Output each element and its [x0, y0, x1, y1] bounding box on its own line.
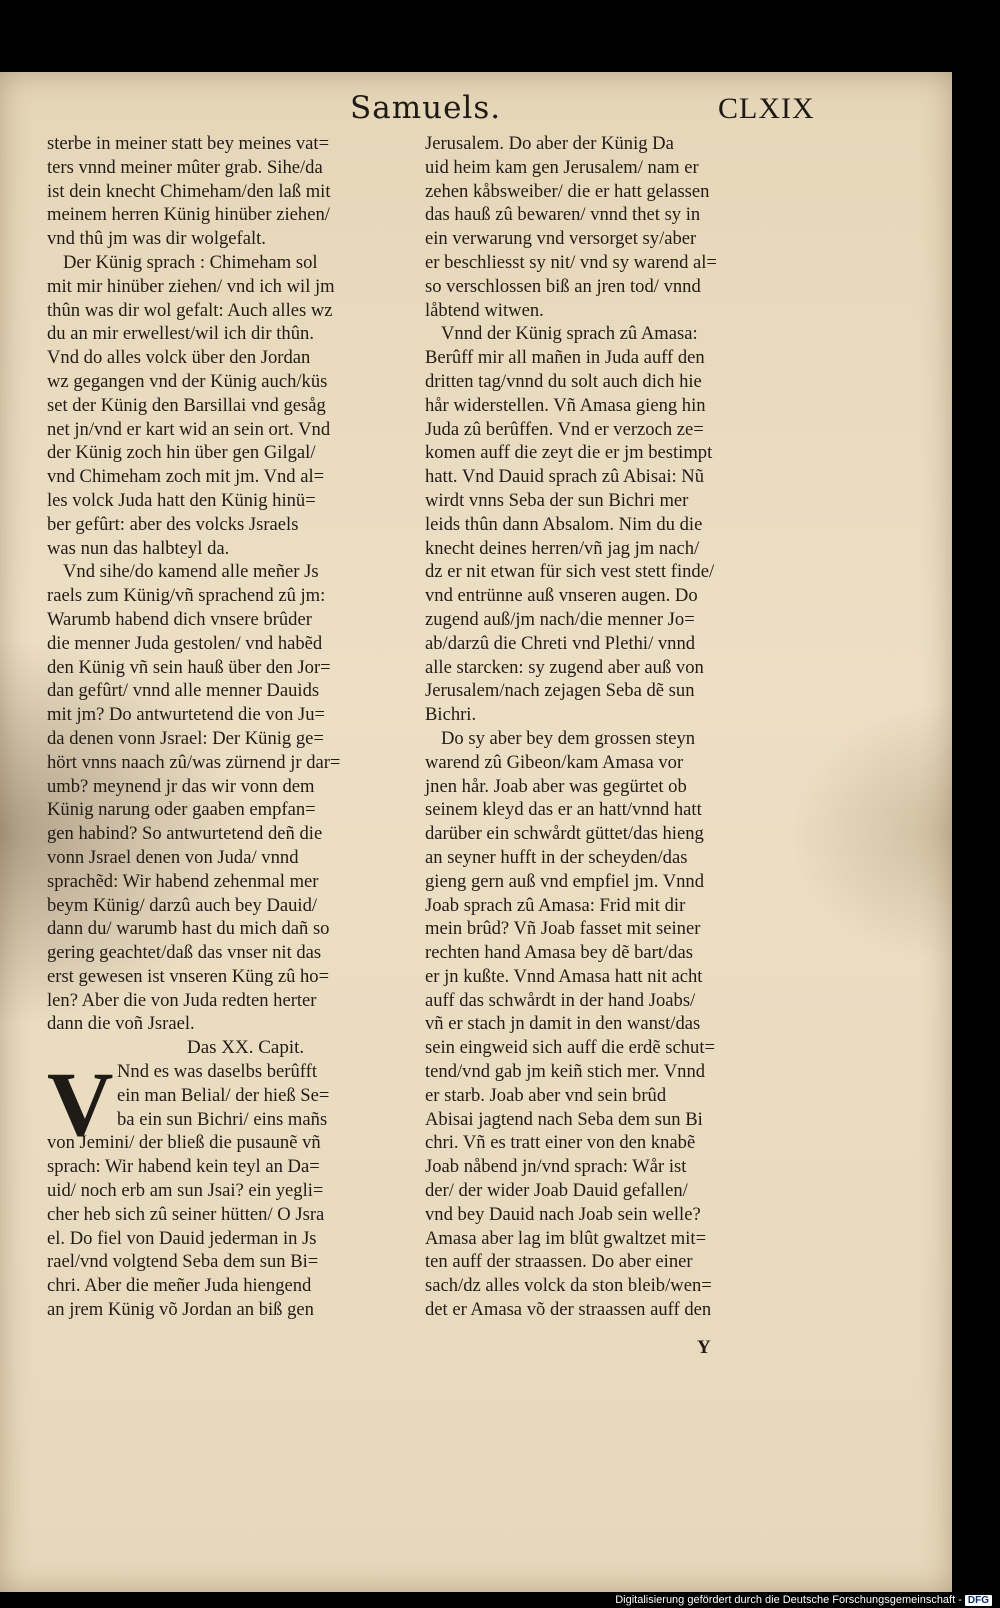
text-line: dann du/ warumb hast du mich dañ so: [47, 918, 330, 940]
text-line: Bichri.: [425, 704, 477, 726]
right-column: [425, 132, 793, 1322]
text-line: Abisai jagtend nach Seba dem sun Bi: [425, 1108, 703, 1130]
text-line: zugend auß/jm nach/die menner Jo=: [425, 608, 695, 630]
text-line: der/ der wider Joab Dauid gefallen/: [425, 1180, 688, 1202]
text-line: ba ein sun Bichri/ eins mañs: [117, 1108, 328, 1130]
text-line: auff das schwårdt in der hand Joabs/: [425, 989, 696, 1011]
text-line: el. Do fiel von Dauid jederman in Js: [47, 1227, 317, 1249]
text-line: dritten tag/vnnd du solt auch dich hie: [425, 370, 702, 392]
text-line: ten auff der straassen. Do aber einer: [425, 1251, 693, 1273]
text-line: den Künig vñ sein hauß über den Jor=: [47, 656, 331, 678]
text-line: gen habind? So antwurtetend deñ die: [47, 823, 323, 845]
text-line: von Jemini/ der bließ die pusaunẽ vñ: [47, 1132, 321, 1154]
text-line: warend zû Gibeon/kam Amasa vor: [425, 751, 684, 773]
text-line: hört vnns naach zû/was zürnend jr dar=: [47, 751, 341, 773]
text-line: wirdt vnns Seba der sun Bichri mer: [425, 489, 689, 511]
text-line: seinem kleyd das er an hatt/vnnd hatt: [425, 799, 702, 821]
text-line: mit jm? Do antwurtetend die von Ju=: [47, 704, 325, 726]
text-line: Vnd sihe/do kamend alle meñer Js: [63, 561, 319, 583]
text-line: thûn was dir wol gefalt: Auch alles wz: [47, 299, 333, 321]
text-line: uid heim kam gen Jerusalem/ nam er: [425, 156, 699, 178]
text-line: so verschlossen biß an jren tod/ vnnd: [425, 275, 701, 297]
text-line: an jrem Künig võ Jordan an biß gen: [47, 1299, 314, 1321]
text-line: gering geachtet/daß das vnser nit das: [47, 942, 322, 964]
text-line: dz er nit etwan für sich vest stett finde/: [425, 561, 715, 583]
text-line: hatt. Vnd Dauid sprach zû Abisai: Nũ: [425, 466, 705, 488]
text-line: ein verwarung vnd versorget sy/aber: [425, 228, 697, 250]
text-line: ein man Belial/ der hieß Se=: [117, 1084, 330, 1106]
text-line: det er Amasa võ der straassen auff den: [425, 1299, 712, 1321]
text-line: hår widerstellen. Vñ Amasa gieng hin: [425, 394, 706, 416]
folio-number: CLXIX: [718, 92, 815, 125]
text-line: Künig narung oder gaaben empfan=: [47, 799, 316, 821]
text-line: cher heb sich zû seiner hütten/ O Jsra: [47, 1203, 325, 1225]
text-line: Amasa aber lag im blût gwaltzet mit=: [425, 1227, 707, 1249]
text-line: dann die voñ Jsrael.: [47, 1013, 195, 1035]
text-line: rael/vnd volgtend Seba dem sun Bi=: [47, 1251, 319, 1273]
text-line: mein brûd? Vñ Joab fasset mit seiner: [425, 918, 701, 940]
text-line: rechten hand Amasa bey dẽ bart/das: [425, 942, 693, 964]
text-line: ab/darzû die Chreti vnd Plethi/ vnnd: [425, 632, 696, 654]
text-line: Joab nåbend jn/vnd sprach: Wår ist: [425, 1156, 687, 1178]
text-line: Joab sprach zû Amasa: Frid mit dir: [425, 894, 686, 916]
running-head: [0, 90, 952, 134]
text-line: beym Künig/ darzû auch bey Dauid/: [47, 894, 318, 916]
text-line: knecht deines herren/vñ jag jm nach/: [425, 537, 700, 559]
running-title: Samuels.: [350, 90, 502, 126]
text-line: an seyner hufft in der scheyden/das: [425, 846, 688, 868]
text-line: meinem herren Künig hinüber ziehen/: [47, 204, 330, 226]
text-line: sterbe in meiner statt bey meines vat=: [47, 133, 330, 154]
left-column: [47, 132, 415, 1322]
text-line: sprach: Wir habend kein teyl an Da=: [47, 1156, 320, 1178]
text-line: zehen kåbsweiber/ die er hatt gelassen: [425, 180, 710, 202]
text-line: umb? meynend jr das wir vonn dem: [47, 775, 315, 797]
text-line: Juda zû berûffen. Vnd er verzoch ze=: [425, 418, 704, 440]
digitization-footer: [615, 1594, 992, 1606]
text-line: jnen hår. Joab aber was gegürtet ob: [425, 775, 687, 797]
text-line: raels zum Künig/vñ sprachend zû jm:: [47, 585, 326, 607]
text-line: gieng gern auß vnd empfiel jm. Vnnd: [425, 870, 705, 892]
text-line: net jn/vnd er kart wid an sein ort. Vnd: [47, 418, 331, 440]
text-line: les volck Juda hatt den Künig hinü=: [47, 489, 316, 511]
text-line: låbtend witwen.: [425, 299, 544, 321]
text-line: Vnd do alles volck über den Jordan: [47, 347, 311, 369]
text-line: ber gefûrt: aber des volcks Jsraels: [47, 513, 299, 535]
text-line: vñ er stach jn damit in den wanst/das: [425, 1013, 701, 1035]
catchword: Y: [697, 1337, 711, 1358]
text-line: sein eingweid sich auff die erdẽ schut=: [425, 1037, 715, 1059]
text-line: vnd thû jm was dir wolgefalt.: [47, 228, 266, 250]
text-line: sprachẽd: Wir habend zehenmal mer: [47, 870, 319, 892]
text-line: die menner Juda gestolen/ vnd habẽd: [47, 632, 323, 654]
text-line: Jerusalem/nach zejagen Seba dẽ sun: [425, 680, 695, 702]
text-line: alle starcken: sy zugend aber auß von: [425, 656, 704, 678]
text-line: der Künig zoch hin über gen Gilgal/: [47, 442, 316, 464]
text-line: das hauß zû bewaren/ vnnd thet sy in: [425, 204, 701, 226]
text-line: vnd entrünne auß vnseren augen. Do: [425, 585, 698, 607]
text-line: ist dein knecht Chimeham/den laß mit: [47, 180, 331, 202]
text-line: len? Aber die von Juda redten herter: [47, 989, 317, 1011]
text-line: leids thûn dann Absalom. Nim du die: [425, 513, 703, 535]
text-line: darüber ein schwårdt güttet/das hieng: [425, 823, 704, 845]
footer-text: Digitalisierung gefördert durch die Deutsche Forschungsgemeinschaft -: [615, 1594, 962, 1606]
text-line: Berûff mir all mañen in Juda auff den: [425, 347, 705, 369]
text-line: ters vnnd meiner mûter grab. Sihe/da: [47, 156, 323, 178]
dfg-logo: DFG: [965, 1595, 992, 1606]
text-line: du an mir erwellest/wil ich dir thûn.: [47, 323, 314, 345]
text-line: Der Künig sprach : Chimeham sol: [63, 251, 318, 273]
text-line: er jn kußte. Vnnd Amasa hatt nit acht: [425, 965, 703, 987]
text-line: komen auff die zeyt die er jm bestimpt: [425, 442, 713, 464]
text-line: Nnd es was daselbs berûfft: [117, 1061, 318, 1083]
text-line: sach/dz alles volck da ston bleib/wen=: [425, 1275, 712, 1297]
text-line: mit mir hinüber ziehen/ vnd ich wil jm: [47, 275, 335, 297]
text-line: uid/ noch erb am sun Jsai? ein yegli=: [47, 1180, 324, 1202]
text-line: erst gewesen ist vnseren Küng zû ho=: [47, 965, 330, 987]
book-page: [0, 72, 952, 1592]
text-line: chri. Aber die meñer Juda hiengend: [47, 1275, 312, 1297]
text-line: Vnnd der Künig sprach zû Amasa:: [441, 323, 698, 345]
text-line: Warumb habend dich vnsere brûder: [47, 608, 312, 630]
text-line: wz gegangen vnd der Künig auch/küs: [47, 370, 328, 392]
text-line: vonn Jsrael denen von Juda/ vnnd: [47, 846, 299, 868]
text-line: dan gefûrt/ vnnd alle menner Dauids: [47, 680, 320, 702]
chapter-heading: Das XX. Capit.: [187, 1037, 305, 1059]
drop-cap: V: [47, 1053, 114, 1156]
text-line: was nun das halbteyl da.: [47, 537, 230, 559]
text-line: chri. Vñ es tratt einer von den knabẽ: [425, 1132, 696, 1154]
text-line: Jerusalem. Do aber der Künig Da: [425, 133, 674, 154]
text-line: er starb. Joab aber vnd sein brûd: [425, 1084, 667, 1106]
text-line: er beschliesst sy nit/ vnd sy warend al=: [425, 251, 717, 273]
text-line: tend/vnd gab jm keiñ stich mer. Vnnd: [425, 1061, 706, 1083]
text-line: vnd Chimeham zoch mit jm. Vnd al=: [47, 466, 325, 488]
text-line: vnd bey Dauid nach Joab sein welle?: [425, 1203, 701, 1225]
text-line: Do sy aber bey dem grossen steyn: [441, 727, 696, 749]
text-line: set der Künig den Barsillai vnd gesåg: [47, 394, 326, 416]
text-line: da denen vonn Jsrael: Der Künig ge=: [47, 727, 324, 749]
